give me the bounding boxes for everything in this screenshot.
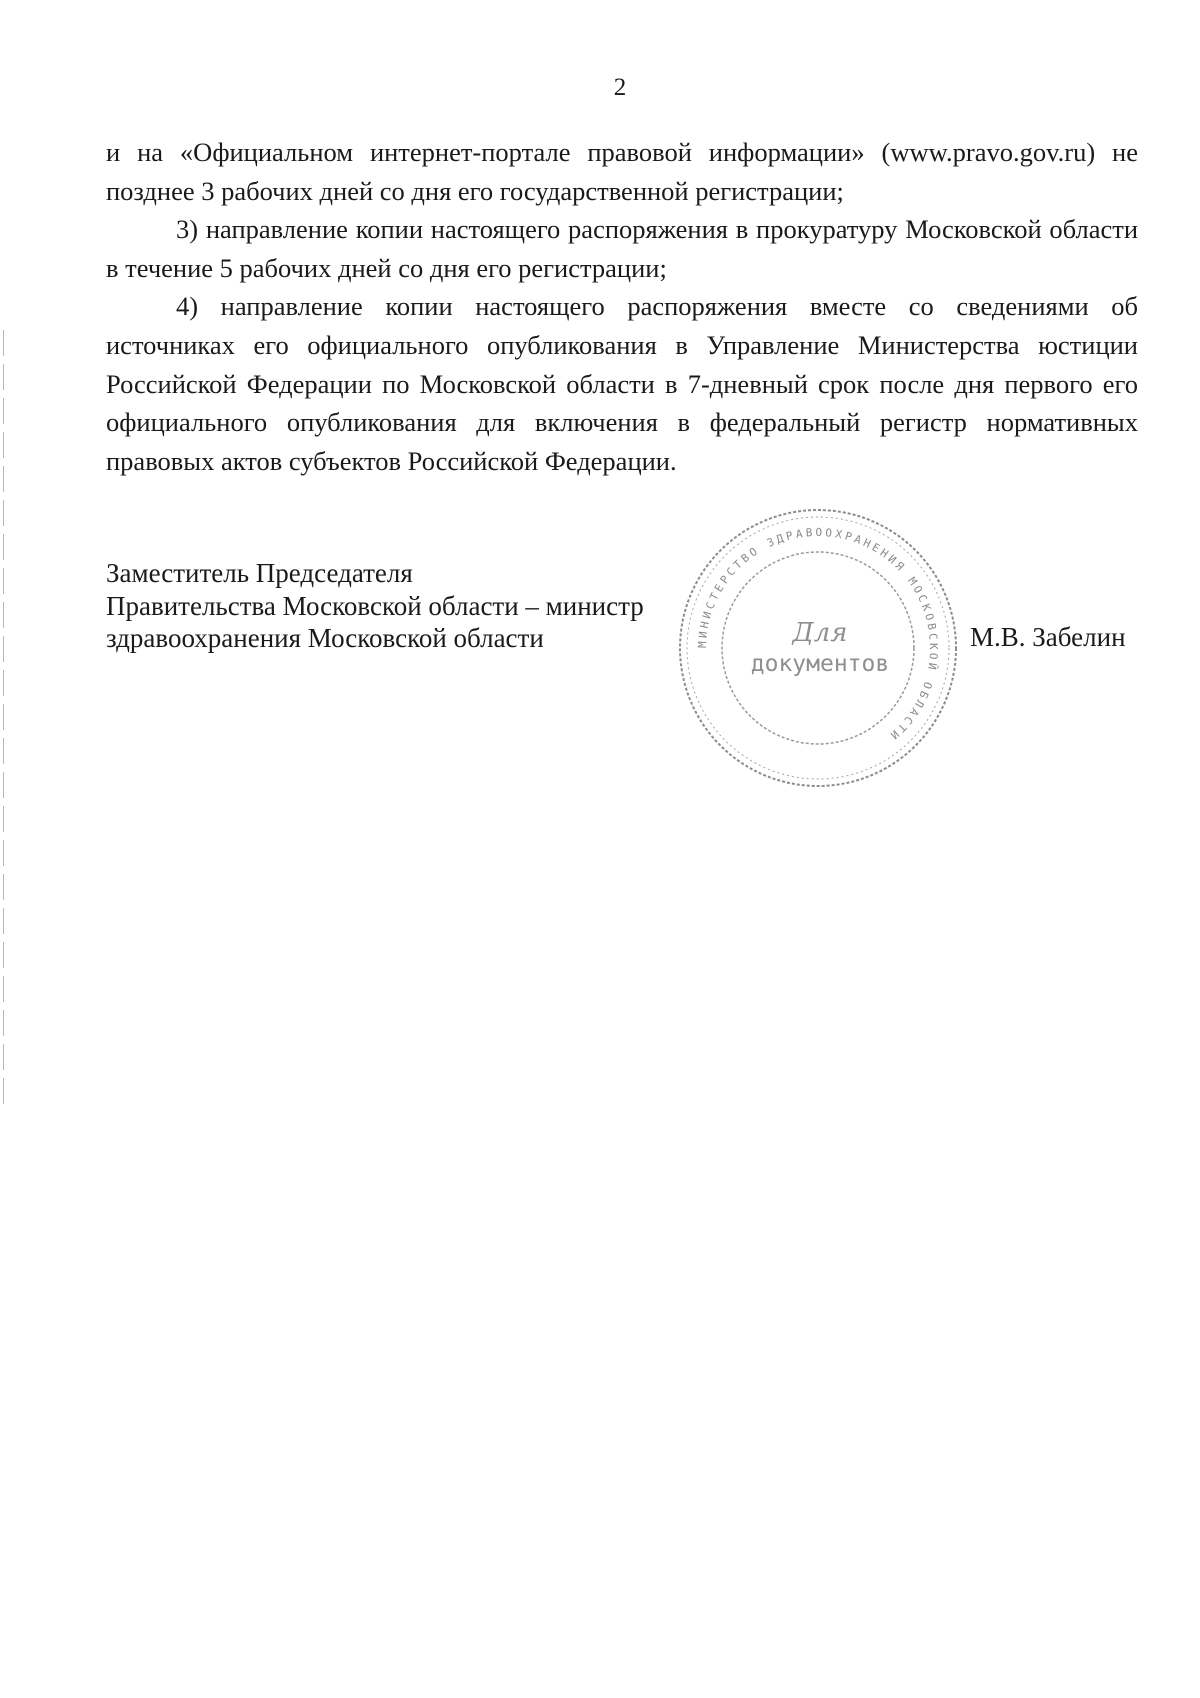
signatory-title-line: Правительства Московской области – министр: [106, 590, 644, 621]
signatory-title-line: здравоохранения Московской области: [106, 623, 544, 653]
paragraph-item-4: 4) направление копии настоящего распоряжения вместе со сведениями об источниках его официального опубликования в Управление Министерства юстиции Российской Федерации по Московской области в 7-дневный срок после дня первого его официального опубликования для включения в федеральный регистр нормативных правовых актов субъектов Российской Федерации.: [106, 291, 1138, 476]
page-number: 2: [613, 74, 627, 101]
paragraph-item-3: 3) направление копии настоящего распоряжения в прокуратуру Московской области в течение 5 рабочих дней со дня его регистрации;: [106, 214, 1138, 283]
paragraph-continuation: и на «Официальном интернет-портале правовой информации» (www.pravo.gov.ru) не позднее 3 рабочих дней со дня его государственной регистрации;: [106, 137, 1138, 206]
seal-ring-text: МИНИСТЕРСТВО ЗДРАВООХРАНЕНИЯ МОСКОВСКОЙ ОБЛАСТИ: [695, 525, 941, 744]
seal-center-text: документов: [750, 651, 890, 677]
document-body: [106, 133, 1138, 480]
seal-ring: [687, 517, 949, 779]
signatory-title-line: Заместитель Председателя: [106, 558, 413, 588]
official-seal: [673, 503, 963, 793]
scan-edge-artifact: [3, 330, 4, 1110]
seal-center-text: Для: [792, 618, 848, 648]
seal-inner-ring: [722, 552, 914, 744]
signatory-name: М.В. Забелин: [970, 622, 1126, 652]
signatory-title: [106, 557, 644, 655]
